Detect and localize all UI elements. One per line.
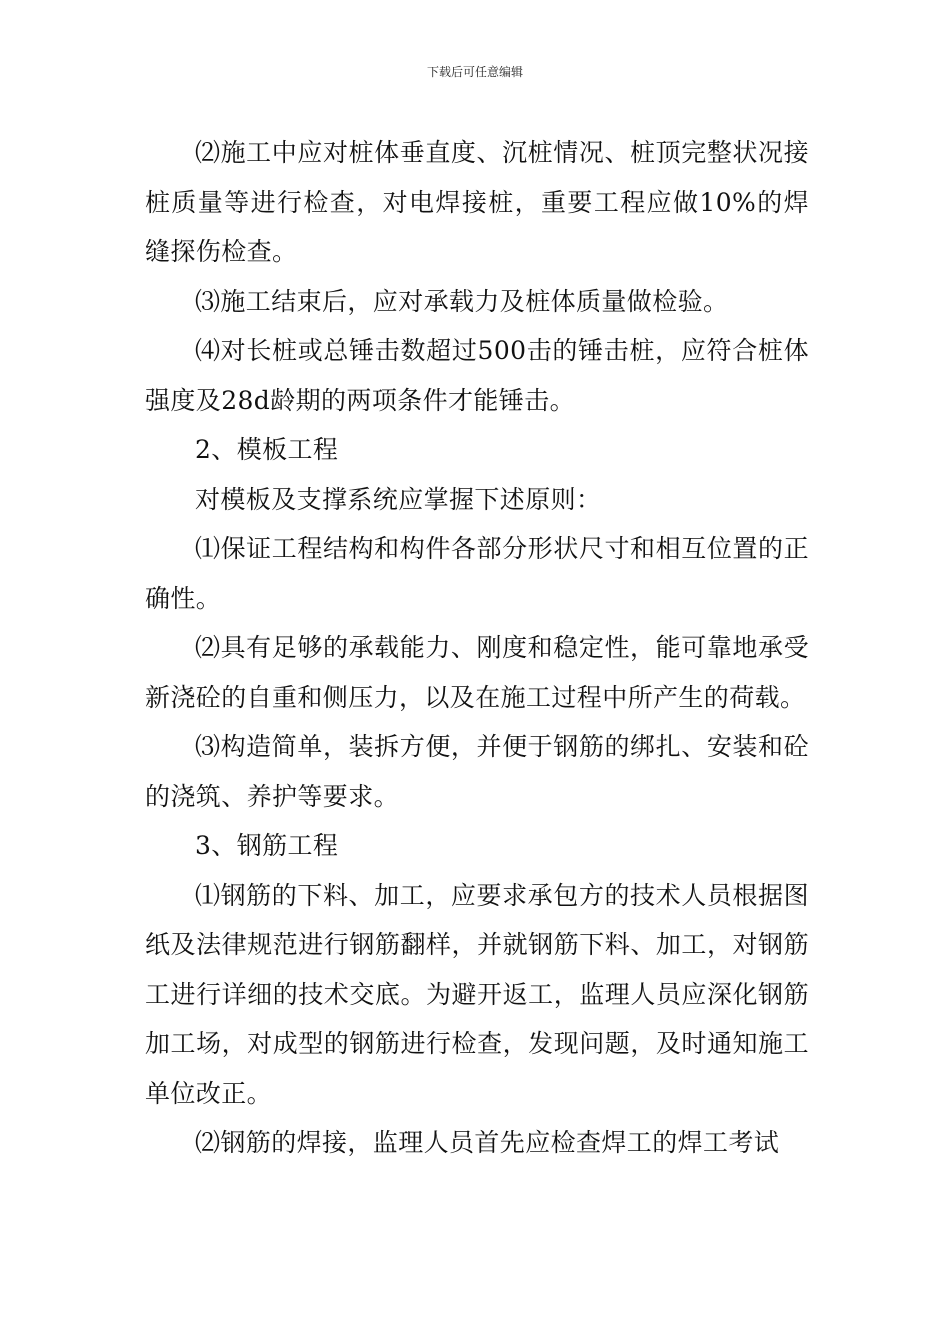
paragraph-rebar-cutting: ⑴钢筋的下料、加工，应要求承包方的技术人员根据图纸及法律规范进行钢筋翻样，并就钢筋下料、加工，对钢筋工进行详细的技术交底。为避开返工，监理人员应深化钢筋加工场，对成型的钢筋进行检查，发现问题，及时通知施工单位改正。 (145, 880, 809, 1108)
paragraph-hammer-pile: ⑷对长桩或总锤击数超过500击的锤击桩，应符合桩体强度及28d龄期的两项条件才能锤击。 (145, 336, 809, 415)
paragraph-pile-completion: ⑶施工结束后，应对承载力及桩体质量做检验。 (195, 286, 729, 316)
paragraph-formwork-rule-2: ⑵具有足够的承载能力、刚度和稳定性，能可靠地承受新浇砼的自重和侧压力，以及在施工过程中所产生的荷载。 (145, 633, 809, 712)
paragraph-formwork-intro: 对模板及支撑系统应掌握下述原则： (195, 484, 602, 514)
paragraph-formwork-rule-1: ⑴保证工程结构和构件各部分形状尺寸和相互位置的正确性。 (145, 534, 809, 613)
paragraph-pile-inspection: ⑵施工中应对桩体垂直度、沉桩情况、桩顶完整状况接桩质量等进行检查，对电焊接桩，重要工程应做10%的焊缝探伤检查。 (145, 138, 809, 266)
paragraph-formwork-rule-3: ⑶构造简单，装拆方便，并便于钢筋的绑扎、安装和砼的浇筑、养护等要求。 (145, 732, 809, 811)
page-header: 下载后可任意编辑 (426, 65, 523, 79)
section-heading-rebar: 3、钢筋工程 (195, 831, 339, 860)
section-heading-formwork: 2、模板工程 (195, 435, 339, 464)
paragraph-rebar-welding: ⑵钢筋的焊接，监理人员首先应检查焊工的焊工考试 (195, 1128, 780, 1157)
document-body (145, 128, 809, 1168)
